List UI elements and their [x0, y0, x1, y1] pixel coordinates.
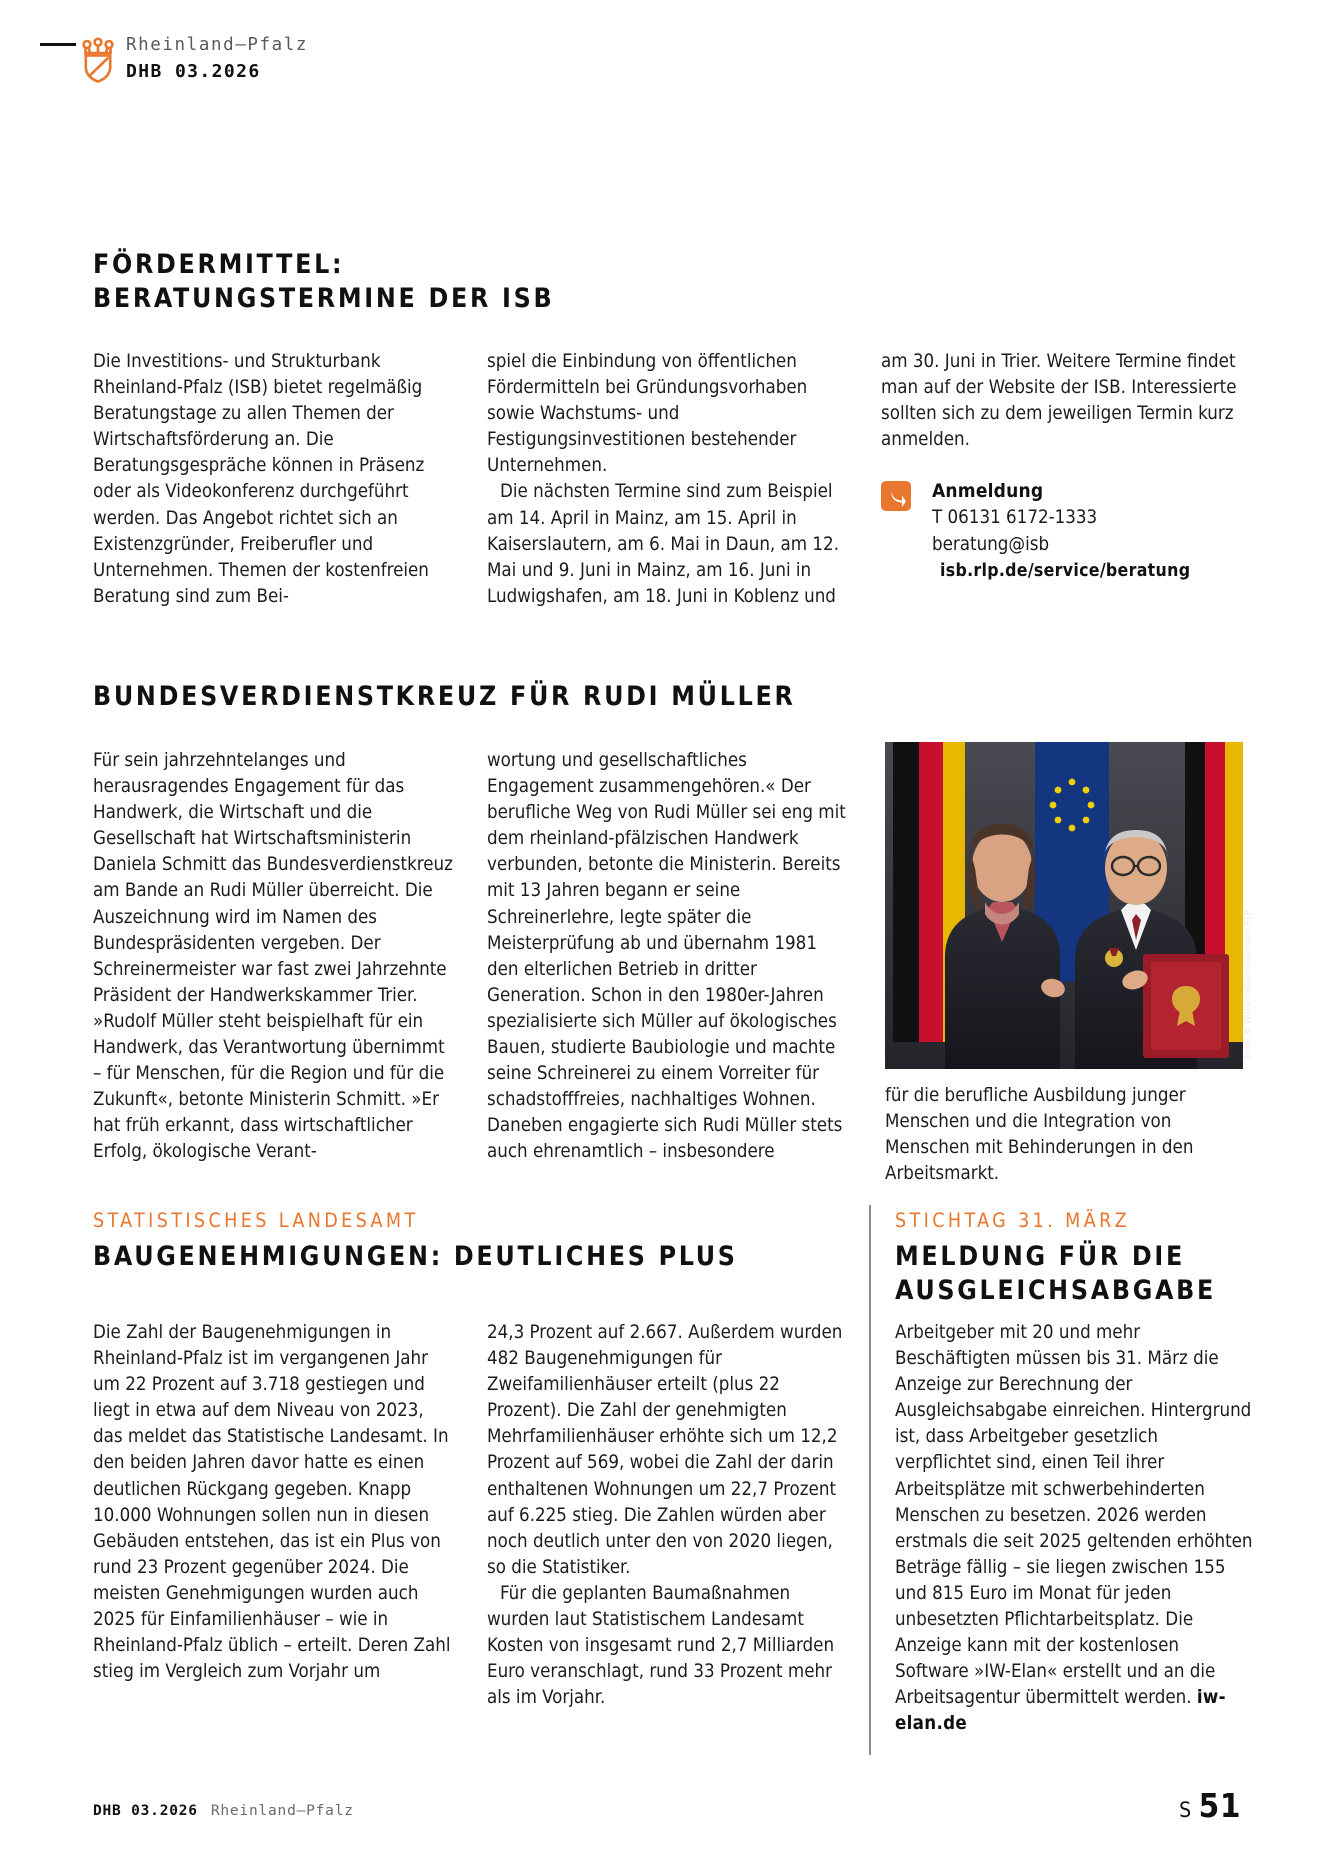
anmeldung-email[interactable]: beratung@isb — [932, 533, 1050, 555]
article1-headline-line1: FÖRDERMITTEL: — [93, 249, 345, 280]
article4-headline-line2: AUSGLEICHSABGABE — [895, 1274, 1216, 1306]
masthead-text — [126, 34, 308, 85]
article4-headline — [895, 1240, 1265, 1308]
footer-issue: DHB 03.2026 — [93, 1803, 198, 1819]
article3-headline — [93, 1240, 893, 1274]
anmeldung-title: Anmeldung — [932, 480, 1044, 503]
article1-col2-paragraph-2: Die nächsten Termine sind zum Beispiel am 14. April in Mainz, am 15. April in Kaiserslautern, am 6. Mai in Daun, am 12. Mai und 9. Juni in Mainz, am 16. Juni in Ludwigshafen, am 18. Juni in Koblenz und — [487, 481, 840, 607]
article1-col3-paragraph: am 30. Juni in Trier. Weitere Termine findet man auf der Website der ISB. Interessierte sollten sich zu dem jeweiligen Termin kurz anmelden. — [881, 351, 1237, 451]
article2-col2-paragraph: wortung und gesellschaftliches Engagement zusammengehören.« Der berufliche Weg von Rudi Müller sei eng mit dem rheinland-pfälzischen Handwerk verbunden, betonte die Ministerin. Bereits mit 13 Jahren begann er seine Schreinerlehre, legte später die Meisterprüfung ab und übernahm 1981 den elterlichen Betrieb in dritter Generation. Schon in den 1980er-Jahren spezialisierte sich Müller auf ökologisches Bauen, studierte Baubiologie und machte seine Schreinerei zu einem Vorreiter für schadstofffreies, nachhaltiges Wohnen. Daneben engagierte sich Rudi Müller stets auch ehrenamtlich – insbesondere — [487, 750, 846, 1163]
article1-headline — [93, 248, 853, 316]
arrow-callout-icon — [881, 481, 911, 511]
article1-col1-paragraph: Die Investitions- und Strukturbank Rheinland-Pfalz (ISB) bietet regelmäßig Beratungstage zu allen Themen der Wirtschaftsförderung an. Die Beratungsgespräche können in Präsenz oder als Videokonferenz durchgeführt werden. Das Angebot richtet sich an Existenzgründer, Freiberufler und Unternehmen. Themen der kostenfreien Beratung sind zum Bei- — [93, 351, 429, 607]
article2-column-1 — [93, 748, 454, 1166]
article3-kicker: STATISTISCHES LANDESAMT — [93, 1209, 419, 1232]
article3-col2-paragraph-1: 24,3 Prozent auf 2.667. Außerdem wurden 482 Baugenehmigungen für Zweifamilienhäuser erteilt (plus 22 Prozent). Die Zahl der genehmigten Mehrfamilienhäuser erhöhte sich um 12,2 Prozent auf 569, wobei die Zahl der darin enthaltenen Wohnungen um 22,7 Prozent auf 6.225 stieg. Die Zahlen würden aber noch deutlich unter den von 2020 liegen, so die Statistiker. — [487, 1322, 843, 1578]
article2-columns — [93, 748, 883, 1166]
article3-column-2 — [487, 1320, 848, 1711]
article2-headline-text: BUNDESVERDIENSTKREUZ FÜR RUDI MÜLLER — [93, 681, 796, 712]
article3-headline-text: BAUGENEHMIGUNGEN: DEUTLICHES PLUS — [93, 1241, 738, 1272]
award-ceremony-photo — [885, 742, 1243, 1069]
masthead-region: Rheinland–Pfalz — [126, 35, 309, 55]
article1-columns — [93, 349, 1243, 610]
article1-column-3 — [881, 349, 1241, 610]
article2-column-2 — [487, 748, 848, 1166]
article3-columns — [93, 1320, 883, 1711]
article3-column-1 — [93, 1320, 454, 1711]
article4-column — [895, 1320, 1255, 1738]
footer-region: Rheinland–Pfalz — [210, 1803, 354, 1819]
article2-photo-container — [885, 742, 1254, 1069]
masthead-issue: DHB 03.2026 — [126, 60, 261, 82]
folio-prefix: S — [1179, 1798, 1192, 1822]
article2-headline — [93, 680, 1093, 714]
anmeldung-contact-block — [881, 478, 1241, 584]
footer — [93, 1803, 354, 1819]
article4-paragraph — [895, 1320, 1255, 1738]
article1-column-2 — [487, 349, 848, 610]
photo-credit: Foto: © Wirtschaftsministerium RLP — [1244, 910, 1254, 1059]
article4-headline-line1: MELDUNG FÜR DIE — [895, 1241, 1185, 1272]
anmeldung-url[interactable]: isb.rlp.de/service/beratung — [940, 561, 1191, 582]
article1-headline-line2: BERATUNGSTERMINE DER ISB — [93, 282, 555, 314]
anmeldung-phone: T 06131 6172-1333 — [932, 507, 1098, 529]
article4-kicker: STICHTAG 31. MÄRZ — [895, 1209, 1131, 1232]
article3-col2-paragraph-2: Für die geplanten Baumaßnahmen wurden laut Statistischem Landesamt Kosten von insgesamt rund 2,7 Milliarden Euro veranschlagt, rund 33 Prozent mehr als im Vorjahr. — [487, 1582, 835, 1709]
article4-url[interactable]: iw-elan.de — [895, 1687, 1226, 1735]
article4-body-text: Arbeitgeber mit 20 und mehr Beschäftigten müssen bis 31. März die Anzeige zur Berechnung der Ausgleichsabgabe einreichen. Hintergrund ist, dass Arbeitgeber gesetzlich verpflichtet sind, einen Teil ihrer Arbeitsplätze mit schwerbehinderten Menschen zu besetzen. 2026 werden erstmals die seit 2025 geltenden erhöhten Beträge fällig – sie liegen zwischen 155 und 815 Euro im Monat für jeden unbesetzten Pflichtarbeitsplatz. Die Anzeige kann mit der kostenlosen Software »IW-Elan« erstellt und an die Arbeitsagentur übermittelt werden. — [895, 1322, 1253, 1709]
folio-number: 51 — [1198, 1786, 1241, 1825]
masthead-rule — [40, 43, 76, 46]
article2-caption: für die berufliche Ausbildung junger Menschen und die Integration von Menschen mit Behinderungen in den Arbeitsmarkt. — [885, 1085, 1194, 1185]
page-folio — [1179, 1786, 1241, 1825]
article2-col1-paragraph: Für sein jahrzehntelanges und herausragendes Engagement für das Handwerk, die Wirtschaft und die Gesellschaft hat Wirtschaftsministerin Daniela Schmitt das Bundesverdienstkreuz am Bande an Rudi Müller überreicht. Die Auszeichnung wird im Namen des Bundespräsidenten vergeben. Der Schreinermeister war fast zwei Jahrzehnte Präsident der Handwerkskammer Trier. »Rudolf Müller steht beispielhaft für ein Handwerk, das Verantwortung übernimmt – für Menschen, für die Region und für die Zukunft«, betonte Ministerin Schmitt. »Er hat früh erkannt, dass wirtschaftlicher Erfolg, ökologische Verant- — [93, 750, 453, 1163]
article3-col1-paragraph: Die Zahl der Baugenehmigungen in Rheinland-Pfalz ist im vergangenen Jahr um 22 Prozent auf 3.718 gestiegen und liegt in etwa auf dem Niveau von 2023, das meldet das Statistische Landesamt. In den beiden Jahren davor hatte es einen deutlichen Rückgang gegeben. Knapp 10.000 Wohnungen sollen nun in diesen Gebäuden entstehen, das ist ein Plus von rund 23 Prozent gegenüber 2024. Die meisten Genehmigungen wurden auch 2025 für Einfamilienhäuser – wie in Rheinland-Pfalz üblich – erteilt. Deren Zahl stieg im Vergleich zum Vorjahr um — [93, 1322, 451, 1683]
shield-crown-crest-icon — [78, 36, 118, 84]
article1-col2-paragraph-1: spiel die Einbindung von öffentlichen Fördermitteln bei Gründungsvorhaben sowie Wachstums- und Festigungsinvestitionen bestehender Unternehmen. — [487, 351, 808, 477]
article1-column-1 — [93, 349, 454, 610]
masthead — [40, 36, 440, 96]
